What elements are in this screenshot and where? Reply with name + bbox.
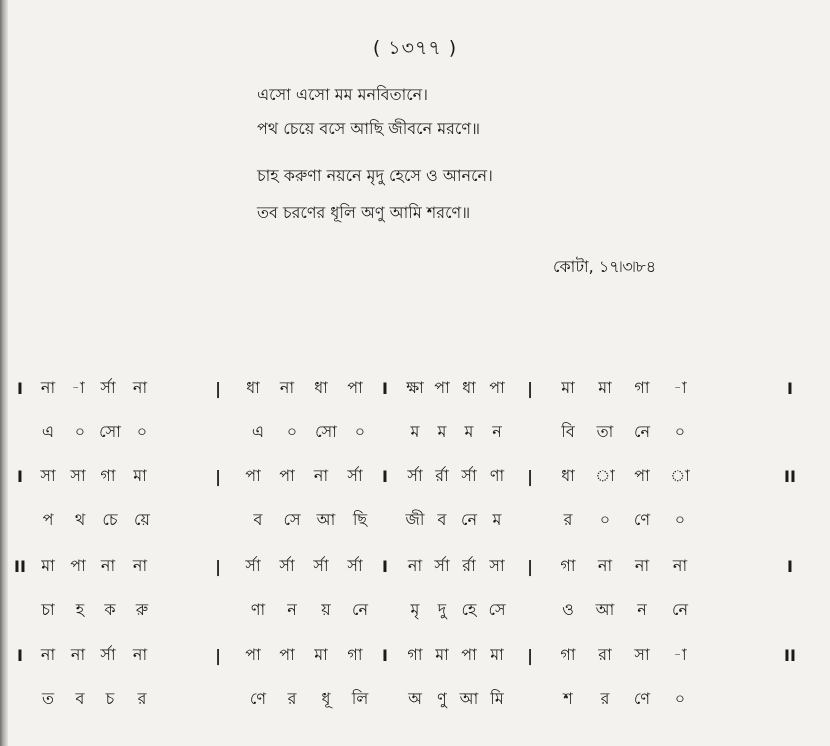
- swara-row: [0, 462, 830, 490]
- swara-note: র্সা: [100, 377, 116, 397]
- swara-note: ধা: [246, 377, 260, 397]
- swara-note: সা: [70, 465, 86, 485]
- swara-row: [0, 641, 830, 669]
- swara-note: সা: [489, 555, 505, 575]
- swara-note: না: [672, 555, 688, 575]
- swara-note: মা: [435, 644, 449, 664]
- swara-note: র্সা: [461, 465, 477, 485]
- lyric-syllable: ন: [287, 599, 297, 619]
- swara-note: মা: [598, 377, 612, 397]
- lyric-syllable: হ: [75, 599, 85, 619]
- swara-note: মা: [561, 377, 575, 397]
- lyric-syllable: ছি: [352, 509, 368, 529]
- lyric-syllable: ব: [75, 688, 85, 708]
- lyric-syllable: ০: [674, 509, 686, 529]
- lyric-syllable: ধূ: [321, 688, 331, 708]
- lyric-syllable: ০: [674, 688, 686, 708]
- lyric-syllable: লি: [351, 688, 369, 708]
- swara-note: ক্ষা: [406, 377, 424, 397]
- lyric-syllable: ম: [464, 421, 474, 441]
- bar-line: |: [527, 378, 533, 398]
- lyric-syllable: আ: [316, 509, 336, 529]
- lyric-syllable: রু: [135, 599, 149, 619]
- swara-note: না: [313, 465, 329, 485]
- swara-note: গা: [407, 644, 423, 664]
- swara-note: -া: [71, 377, 85, 397]
- lyric-syllable: ন: [492, 421, 502, 441]
- lyric-syllable: সে: [283, 509, 301, 529]
- lyric-syllable: আ: [459, 688, 479, 708]
- lyric-syllable: থ: [74, 509, 86, 529]
- lyric-syllable: ব: [437, 509, 447, 529]
- swara-note: না: [132, 377, 148, 397]
- lyric-syllable: র: [563, 509, 573, 529]
- lyric-syllable: র: [137, 688, 147, 708]
- swara-note: মা: [490, 644, 504, 664]
- poem-line-1: এসো এসো মম মনবিতানে।: [257, 85, 428, 104]
- bar-line: |: [215, 645, 221, 665]
- lyric-syllable: ০: [136, 421, 148, 441]
- lyric-syllable: হে: [461, 599, 477, 619]
- lyric-syllable: ম: [410, 421, 420, 441]
- poem-line-2: পথ চেয়ে বসে আছি জীবনে মরণে॥: [257, 119, 481, 138]
- lyric-syllable: শ: [563, 688, 573, 708]
- swara-note: র্সা: [245, 555, 261, 575]
- swara-note: না: [634, 555, 650, 575]
- swara-note: র্সা: [100, 644, 116, 664]
- swara-note: র্সা: [434, 555, 450, 575]
- swara-note: মা: [133, 465, 147, 485]
- lyric-syllable: সো: [99, 421, 121, 441]
- swara-note: পা: [279, 465, 295, 485]
- poem-line-4: তব চরণের ধূলি অণু আমি শরণে॥: [257, 203, 471, 222]
- lyric-syllable: র: [287, 688, 297, 708]
- swara-note: মা: [41, 555, 55, 575]
- swara-note: গা: [347, 644, 363, 664]
- lyric-syllable: জী: [405, 509, 425, 529]
- lyric-syllable: মি: [490, 688, 504, 708]
- lyric-syllable: ক: [104, 599, 116, 619]
- swara-note: না: [40, 644, 56, 664]
- lyric-row: [0, 596, 830, 624]
- lyric-row: [0, 506, 830, 534]
- lyric-syllable: য়ে: [134, 509, 150, 529]
- swara-note: ধা: [314, 377, 328, 397]
- lyric-syllable: ০: [354, 421, 366, 441]
- bar-line: |: [527, 556, 533, 576]
- swara-note: না: [100, 555, 116, 575]
- lyric-syllable: ০: [286, 421, 298, 441]
- swara-note: র্সা: [347, 465, 363, 485]
- swara-note: না: [70, 644, 86, 664]
- swara-note: পা: [245, 465, 261, 485]
- swara-note: ধা: [462, 377, 476, 397]
- swara-note: -া: [673, 644, 687, 664]
- swara-row: [0, 374, 830, 402]
- song-number: ( ১৩৭৭ ): [372, 37, 458, 59]
- composition-date: কোটা, ১৭৷৩৷৮৪: [553, 257, 657, 276]
- lyric-syllable: নে: [351, 599, 369, 619]
- swara-note: পা: [461, 644, 477, 664]
- bar-line: I: [382, 378, 388, 398]
- bar-line: I: [787, 556, 793, 576]
- bar-line: |: [215, 556, 221, 576]
- lyric-syllable: ম: [437, 421, 447, 441]
- swara-note: -া: [673, 377, 687, 397]
- swara-note: রা: [598, 644, 612, 664]
- poem-line-3: চাহ করুণা নয়নে মৃদু হেসে ও আননে।: [257, 166, 493, 185]
- swara-note: গা: [560, 555, 576, 575]
- swara-note: পা: [70, 555, 86, 575]
- swara-note: সা: [634, 644, 650, 664]
- lyric-syllable: আ: [595, 599, 615, 619]
- lyric-syllable: ণে: [633, 509, 651, 529]
- swara-note: গা: [634, 377, 650, 397]
- lyric-syllable: নে: [633, 421, 651, 441]
- lyric-syllable: ন: [637, 599, 647, 619]
- swara-note: র্রা: [435, 465, 449, 485]
- lyric-syllable: সে: [488, 599, 506, 619]
- bar-line: II: [784, 645, 796, 665]
- swara-note: ণা: [489, 465, 505, 485]
- swara-note: া: [670, 465, 690, 485]
- lyric-syllable: ণে: [633, 688, 651, 708]
- swara-note: পা: [347, 377, 363, 397]
- swara-note: র্সা: [347, 555, 363, 575]
- bar-line: I: [787, 378, 793, 398]
- lyric-syllable: ও: [562, 599, 574, 619]
- lyric-syllable: চে: [102, 509, 118, 529]
- lyric-syllable: চা: [41, 599, 55, 619]
- swara-note: ধা: [561, 465, 575, 485]
- bar-line: I: [17, 466, 23, 486]
- swara-note: র্রা: [462, 555, 476, 575]
- bar-line: |: [215, 466, 221, 486]
- lyric-syllable: ০: [74, 421, 86, 441]
- lyric-syllable: ণে: [249, 688, 267, 708]
- swara-note: পা: [634, 465, 650, 485]
- lyric-syllable: ণা: [250, 599, 266, 619]
- bar-line: I: [382, 556, 388, 576]
- swara-note: সা: [40, 465, 56, 485]
- swara-note: না: [407, 555, 423, 575]
- swara-note: না: [40, 377, 56, 397]
- lyric-syllable: মৃ: [410, 599, 420, 619]
- lyric-syllable: অ: [408, 688, 422, 708]
- swara-note: গা: [560, 644, 576, 664]
- bar-line: |: [527, 645, 533, 665]
- swara-note: র্সা: [407, 465, 423, 485]
- bar-line: I: [382, 645, 388, 665]
- bar-line: II: [14, 556, 26, 576]
- bar-line: |: [527, 466, 533, 486]
- lyric-syllable: এ: [41, 421, 55, 441]
- swara-note: মা: [314, 644, 328, 664]
- swara-note: না: [132, 644, 148, 664]
- swara-note: পা: [434, 377, 450, 397]
- swara-note: র্সা: [279, 555, 295, 575]
- lyric-row: [0, 685, 830, 713]
- swara-row: [0, 552, 830, 580]
- bar-line: II: [784, 466, 796, 486]
- lyric-syllable: নে: [671, 599, 689, 619]
- swara-note: না: [597, 555, 613, 575]
- lyric-syllable: ব: [253, 509, 263, 529]
- swara-note: া: [595, 465, 615, 485]
- lyric-syllable: ০: [674, 421, 686, 441]
- lyric-syllable: চ: [105, 688, 115, 708]
- lyric-syllable: তা: [596, 421, 614, 441]
- lyric-syllable: সো: [315, 421, 337, 441]
- swara-note: পা: [245, 644, 261, 664]
- page-binding-edge: [0, 0, 8, 746]
- swara-note: না: [132, 555, 148, 575]
- lyric-syllable: বি: [561, 421, 575, 441]
- swara-note: র্সা: [313, 555, 329, 575]
- lyric-syllable: ণু: [437, 688, 447, 708]
- bar-line: I: [382, 466, 388, 486]
- lyric-syllable: ম: [492, 509, 502, 529]
- swara-note: না: [279, 377, 295, 397]
- lyric-syllable: য়: [321, 599, 331, 619]
- bar-line: |: [215, 378, 221, 398]
- swara-note: গা: [100, 465, 116, 485]
- bar-line: I: [17, 645, 23, 665]
- bar-line: I: [17, 378, 23, 398]
- lyric-syllable: নে: [460, 509, 478, 529]
- lyric-syllable: ত: [41, 688, 55, 708]
- lyric-syllable: র: [600, 688, 610, 708]
- lyric-syllable: এ: [251, 421, 265, 441]
- lyric-syllable: ০: [599, 509, 611, 529]
- swara-note: পা: [489, 377, 505, 397]
- lyric-row: [0, 418, 830, 446]
- swara-note: পা: [279, 644, 295, 664]
- lyric-syllable: দু: [437, 599, 447, 619]
- lyric-syllable: প: [42, 509, 54, 529]
